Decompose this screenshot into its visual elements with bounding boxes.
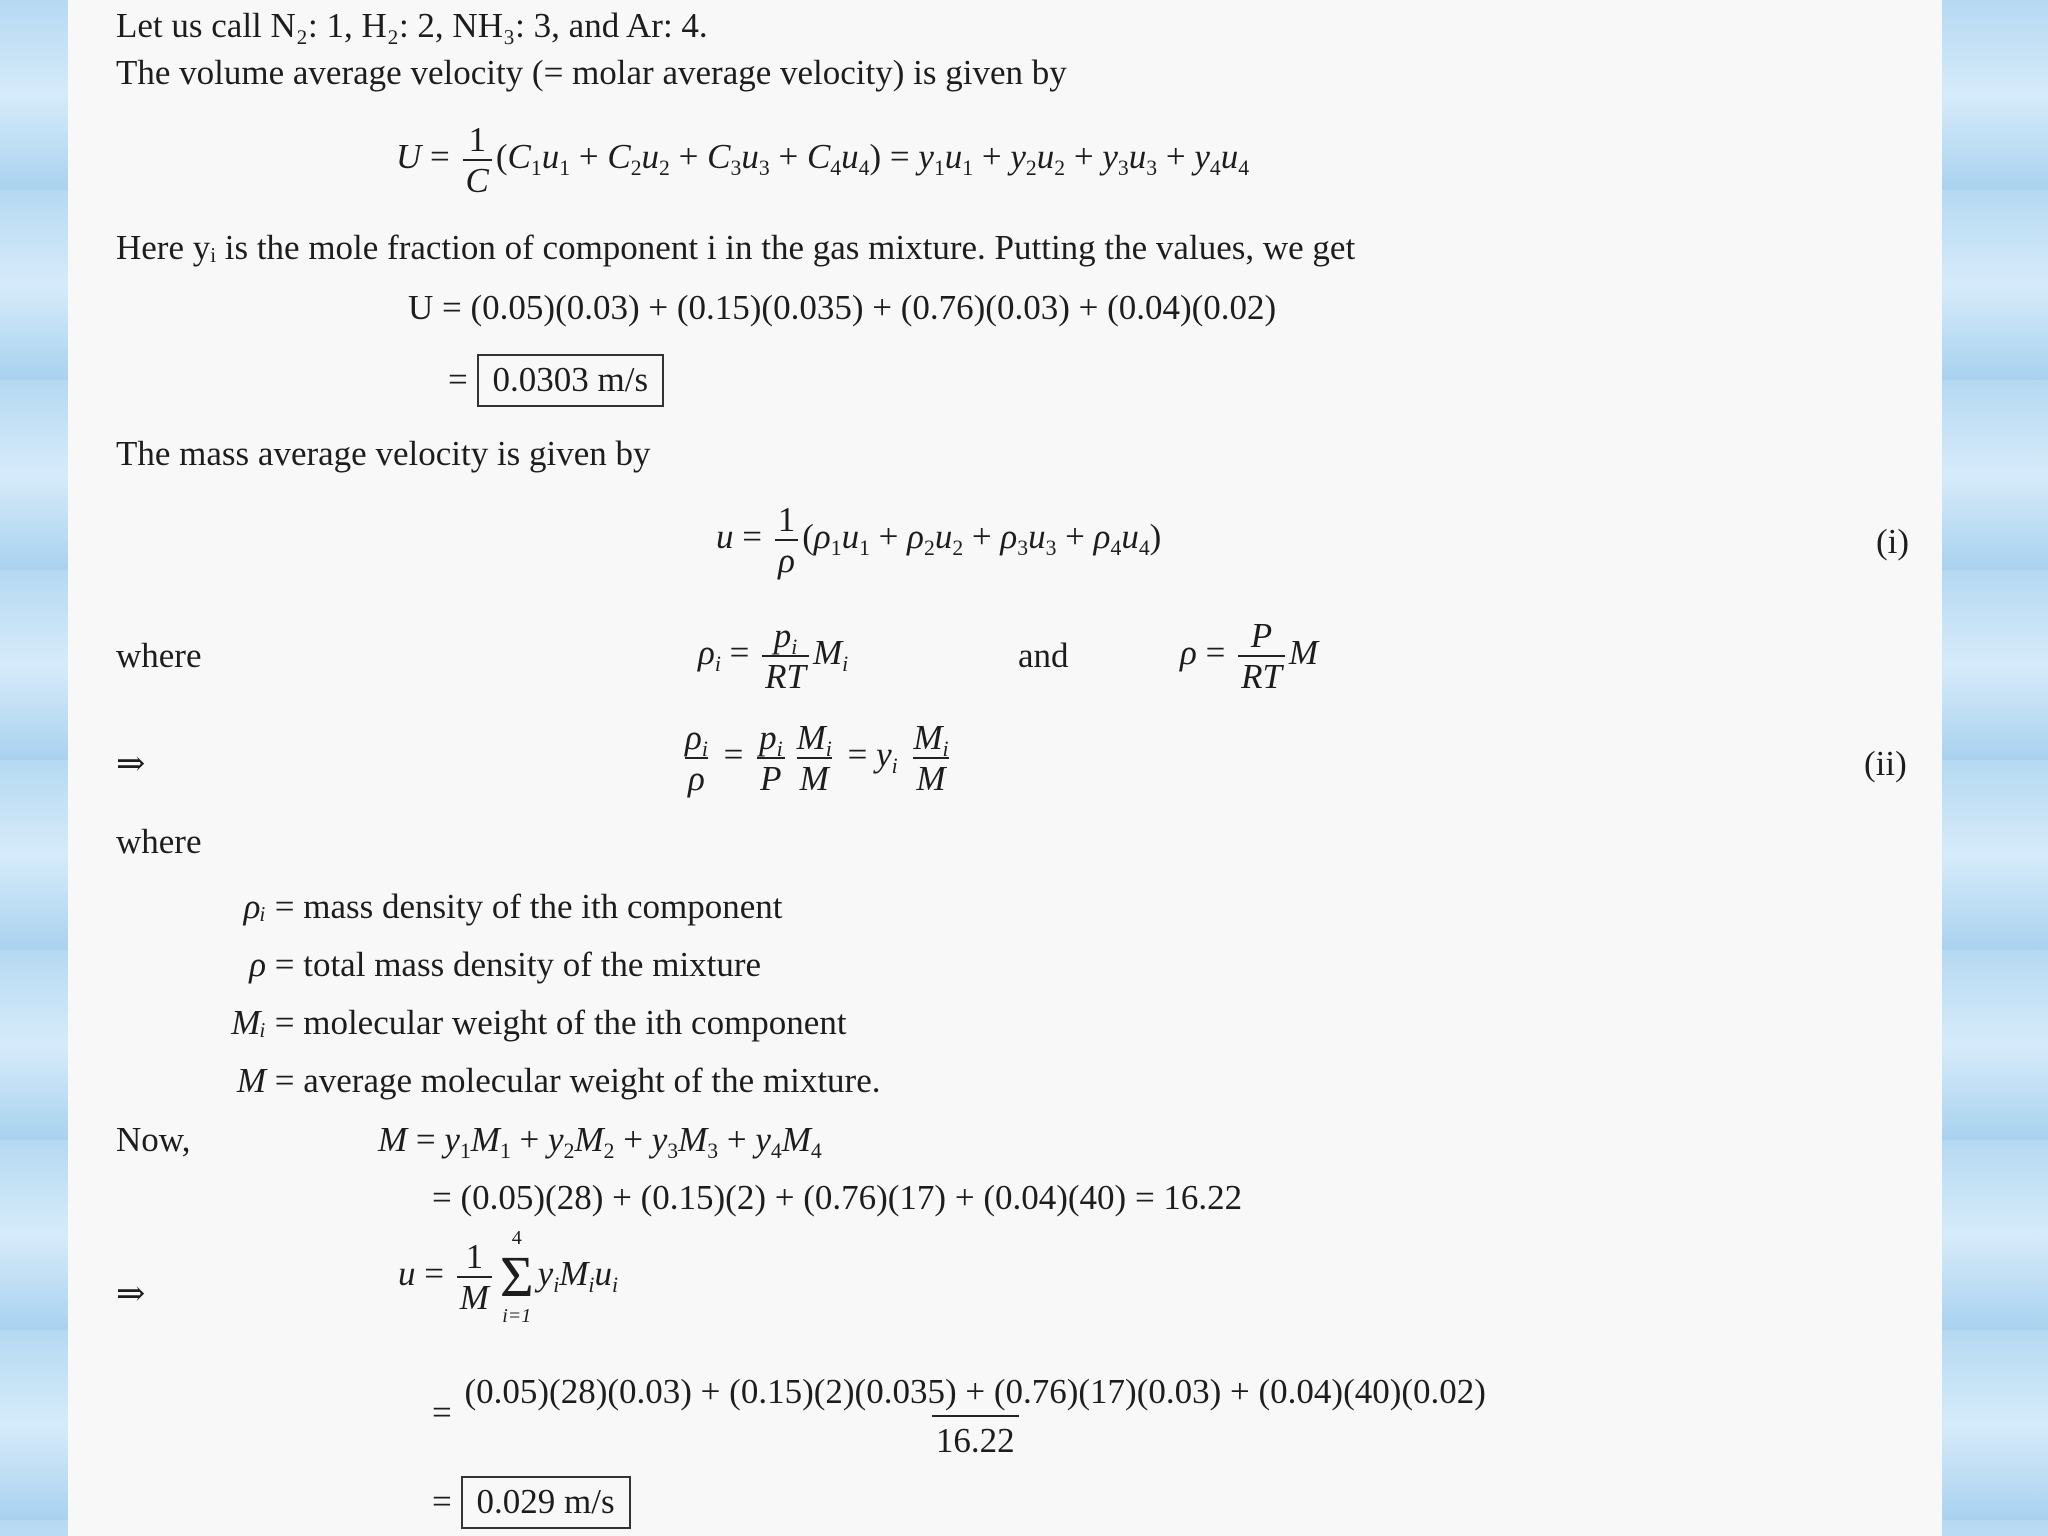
density-ratio-equation: $\frac{\rho_i}{\rho}$ = $\frac{p_i}{P}$ $\frac{M_i}{M}$ = $y_i$ $\frac{M_i}{M}$ [685,718,949,798]
implies-arrow-2: ⇒ [116,1274,146,1313]
u-result: = 0.029 m/s [432,1476,631,1529]
definitions-list [190,878,881,1110]
definition-row: ρᵢ = mass density of the ith component [243,887,783,926]
where-label-2: where [116,822,202,861]
mass-velocity-result-box: 0.029 m/s [461,1476,631,1529]
mass-velocity-equation: u = $\frac{1}{\rho}$ $(\rho_1u_1 + \rho_2u_2 + \rho_3u_3 + \rho_4u_4)$ [716,500,1162,580]
mole-fraction-explanation: Here yᵢ is the mole fraction of component i in the gas mixture. Putting the values, we get [116,228,1356,267]
density-definition-equation: $\rho_i$ = $\frac{p_i}{RT}$ $M_i$ [698,616,849,696]
molar-velocity-result-box: 0.0303 m/s [477,354,665,407]
where-label-1: where [116,636,202,675]
document-page [68,0,1942,1536]
U-result: = 0.0303 m/s [448,354,664,407]
mass-velocity-sum-equation: u = $\frac{1}{M}$ 4 Σ i=1 $y_iM_iu_i$ [398,1227,618,1327]
total-density-equation: ρ = $\frac{P}{RT}$ M [1180,616,1319,696]
avg-molecular-weight-calculation: = (0.05)(28) + (0.15)(2) + (0.76)(17) + (0.04)(40) = 16.22 [432,1178,1243,1217]
implies-arrow-1: ⇒ [116,744,146,783]
volume-velocity-equation: U = $\frac{1}{C}$ $(C_1u_1 + C_2u_2 + C_3u_3 + C_4u_4) = y_1u_1 + y_2u_2 + y_3u_3 + y_4u_4$ [396,120,1250,200]
avg-molecular-weight-equation: $M = y_1M_1 + y_2M_2 + y_3M_3 + y_4M_4$ [378,1120,822,1163]
definition-row: M = average molecular weight of the mixture. [236,1061,881,1100]
intro-line: Let us call N₂: 1, H₂: 2, NH₃: 3, and Ar: 4. [116,6,708,45]
volume-velocity-intro: The volume average velocity (= molar average velocity) is given by [116,53,1067,92]
definition-row: Mᵢ = molecular weight of the ith component [231,1003,847,1042]
equation-tag-ii: (ii) [1864,744,1907,783]
U-value-calculation: U = (0.05)(0.03) + (0.15)(0.035) + (0.76)(0.03) + (0.04)(0.02) [408,288,1277,327]
definition-row: ρ = total mass density of the mixture [249,945,762,984]
equation-tag-i: (i) [1876,522,1910,561]
mass-velocity-calculation: = (0.05)(28)(0.03) + (0.15)(2)(0.035) + (0.76)(17)(0.03) + (0.04)(40)(0.02) 16.22 [432,1374,1490,1458]
fraction-denominator: 16.22 [932,1415,1019,1458]
mass-velocity-intro: The mass average velocity is given by [116,434,651,473]
fraction-numerator: (0.05)(28)(0.03) + (0.15)(2)(0.035) + (0.76)(17)(0.03) + (0.04)(40)(0.02) [464,1372,1486,1411]
now-label: Now, [116,1120,191,1159]
and-label: and [1018,636,1069,675]
